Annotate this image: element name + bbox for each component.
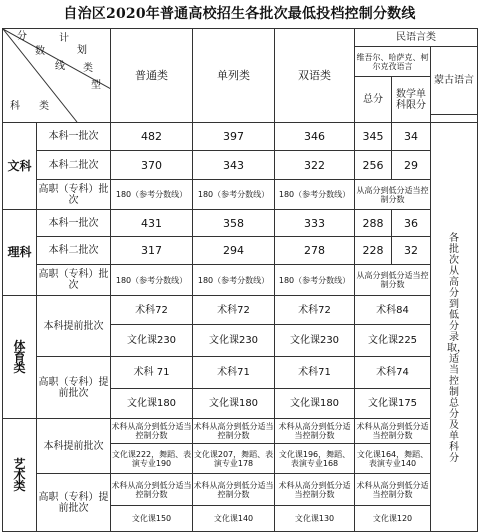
- category-tiyu-label: 体育类: [13, 338, 26, 375]
- header-danlie: 单列类: [193, 29, 275, 123]
- score-cell: 术科72: [275, 296, 355, 325]
- batch-label: 本科提前批次: [37, 419, 111, 474]
- score-cell: 术科从高分到低分适当控制分数: [355, 419, 431, 444]
- score-cell: 36: [392, 210, 431, 237]
- score-cell: 317: [111, 237, 193, 265]
- score-cell: 343: [193, 151, 275, 180]
- category-tiyu: [3, 296, 37, 419]
- score-cell: 文化课130: [275, 506, 355, 532]
- diag-hua: 划: [77, 45, 87, 56]
- score-cell: 文化课164，舞蹈、表演专业140: [355, 444, 431, 474]
- batch-label: 本科二批次: [37, 151, 111, 180]
- diag-xian: 线: [55, 61, 65, 72]
- diag-fen: 分: [17, 31, 27, 42]
- score-cell: 术科71: [193, 357, 275, 389]
- header-diagonal-cell: [3, 29, 111, 123]
- header-menggu-blank: [431, 115, 478, 123]
- batch-label: 高职（专科）批次: [37, 265, 111, 296]
- score-cell: 术科从高分到低分适当控制分数: [193, 474, 275, 506]
- header-minkao: 民语言类: [355, 29, 478, 47]
- category-like: 理科: [3, 210, 37, 296]
- score-cell: 32: [392, 237, 431, 265]
- score-cell: 文化课180: [193, 389, 275, 419]
- score-cell: 294: [193, 237, 275, 265]
- score-cell: 术科从高分到低分适当控制分数: [275, 419, 355, 444]
- menggu-note: 各批次从高分到低分录取，适当控制总分及单科分: [447, 233, 468, 464]
- score-cell: 34: [392, 123, 431, 151]
- score-cell: 术科71: [275, 357, 355, 389]
- score-cell: 370: [111, 151, 193, 180]
- score-cell: 文化课180: [111, 389, 193, 419]
- score-cell: 文化课230: [111, 325, 193, 357]
- score-cell: 文化课230: [193, 325, 275, 357]
- batch-label: 本科提前批次: [37, 296, 111, 357]
- category-yishu-label: 艺术类: [13, 456, 26, 493]
- score-cell: 358: [193, 210, 275, 237]
- header-putong: 普通类: [111, 29, 193, 123]
- score-cell: 文化课180: [275, 389, 355, 419]
- header-total: 总分: [355, 77, 392, 123]
- score-cell: 术科从高分到低分适当控制分数: [355, 474, 431, 506]
- score-cell: 从高分到低分适当控制分数: [355, 180, 431, 210]
- score-cell: 文化课120: [355, 506, 431, 532]
- header-shuangyu: 双语类: [275, 29, 355, 123]
- score-cell: 从高分到低分适当控制分数: [355, 265, 431, 296]
- diag-ke: 科: [10, 101, 20, 112]
- score-cell: 288: [355, 210, 392, 237]
- score-cell: 180（参考分数线）: [193, 180, 275, 210]
- header-menggu: 蒙古语言: [431, 47, 478, 115]
- score-cell: 术科从高分到低分适当控制分数: [193, 419, 275, 444]
- page-title: 自治区2020年普通高校招生各批次最低投档控制分数线: [63, 6, 416, 22]
- score-cell: 术科从高分到低分适当控制分数: [111, 474, 193, 506]
- batch-label: 本科一批次: [37, 123, 111, 151]
- score-cell: 180（参考分数线）: [111, 180, 193, 210]
- diag-ji: 计: [59, 33, 69, 44]
- score-cell: 29: [392, 151, 431, 180]
- batch-label: 本科二批次: [37, 237, 111, 265]
- header-math-limit: 数学单科限分: [392, 77, 431, 123]
- score-table: [2, 28, 478, 532]
- diag-lei-bottom: 类: [39, 101, 49, 112]
- score-cell: 346: [275, 123, 355, 151]
- score-cell: 文化课230: [275, 325, 355, 357]
- score-cell: 术科72: [193, 296, 275, 325]
- score-cell: 482: [111, 123, 193, 151]
- score-cell: 文化课222，舞蹈、表演专业190: [111, 444, 193, 474]
- batch-label: 高职（专科）提前批次: [37, 357, 111, 419]
- score-cell: 345: [355, 123, 392, 151]
- score-cell: 文化课196，舞蹈、表演专业168: [275, 444, 355, 474]
- score-cell: 180（参考分数线）: [193, 265, 275, 296]
- score-cell: 180（参考分数线）: [275, 180, 355, 210]
- diag-lei-top: 类: [83, 63, 93, 74]
- score-cell: 431: [111, 210, 193, 237]
- score-cell: 180（参考分数线）: [111, 265, 193, 296]
- score-cell: 333: [275, 210, 355, 237]
- score-cell: 术科74: [355, 357, 431, 389]
- diag-xing: 型: [91, 80, 101, 91]
- score-cell: 228: [355, 237, 392, 265]
- batch-label: 高职（专科）批次: [37, 180, 111, 210]
- score-table-wrapper: [2, 28, 477, 526]
- score-cell: 256: [355, 151, 392, 180]
- batch-label: 高职（专科）提前批次: [37, 474, 111, 532]
- score-cell: 322: [275, 151, 355, 180]
- score-cell: 278: [275, 237, 355, 265]
- category-yishu: [3, 419, 37, 532]
- score-cell: 文化课175: [355, 389, 431, 419]
- diag-shu: 数: [35, 46, 45, 57]
- score-cell: 文化课225: [355, 325, 431, 357]
- score-cell: 文化课140: [193, 506, 275, 532]
- score-cell: 术科从高分到低分适当控制分数: [275, 474, 355, 506]
- score-cell: 文化课207，舞蹈、表演专业178: [193, 444, 275, 474]
- score-cell: 文化课150: [111, 506, 193, 532]
- score-cell: 180（参考分数线）: [275, 265, 355, 296]
- category-wenke: 文科: [3, 123, 37, 210]
- header-weiwu: 维吾尔、哈萨克、柯尔克孜语言: [355, 47, 431, 77]
- score-cell: 397: [193, 123, 275, 151]
- score-cell: 术科从高分到低分适当控制分数: [111, 419, 193, 444]
- menggu-note-cell: [431, 123, 478, 532]
- score-cell: 术科 71: [111, 357, 193, 389]
- batch-label: 本科一批次: [37, 210, 111, 237]
- score-cell: 术科72: [111, 296, 193, 325]
- score-cell: 术科84: [355, 296, 431, 325]
